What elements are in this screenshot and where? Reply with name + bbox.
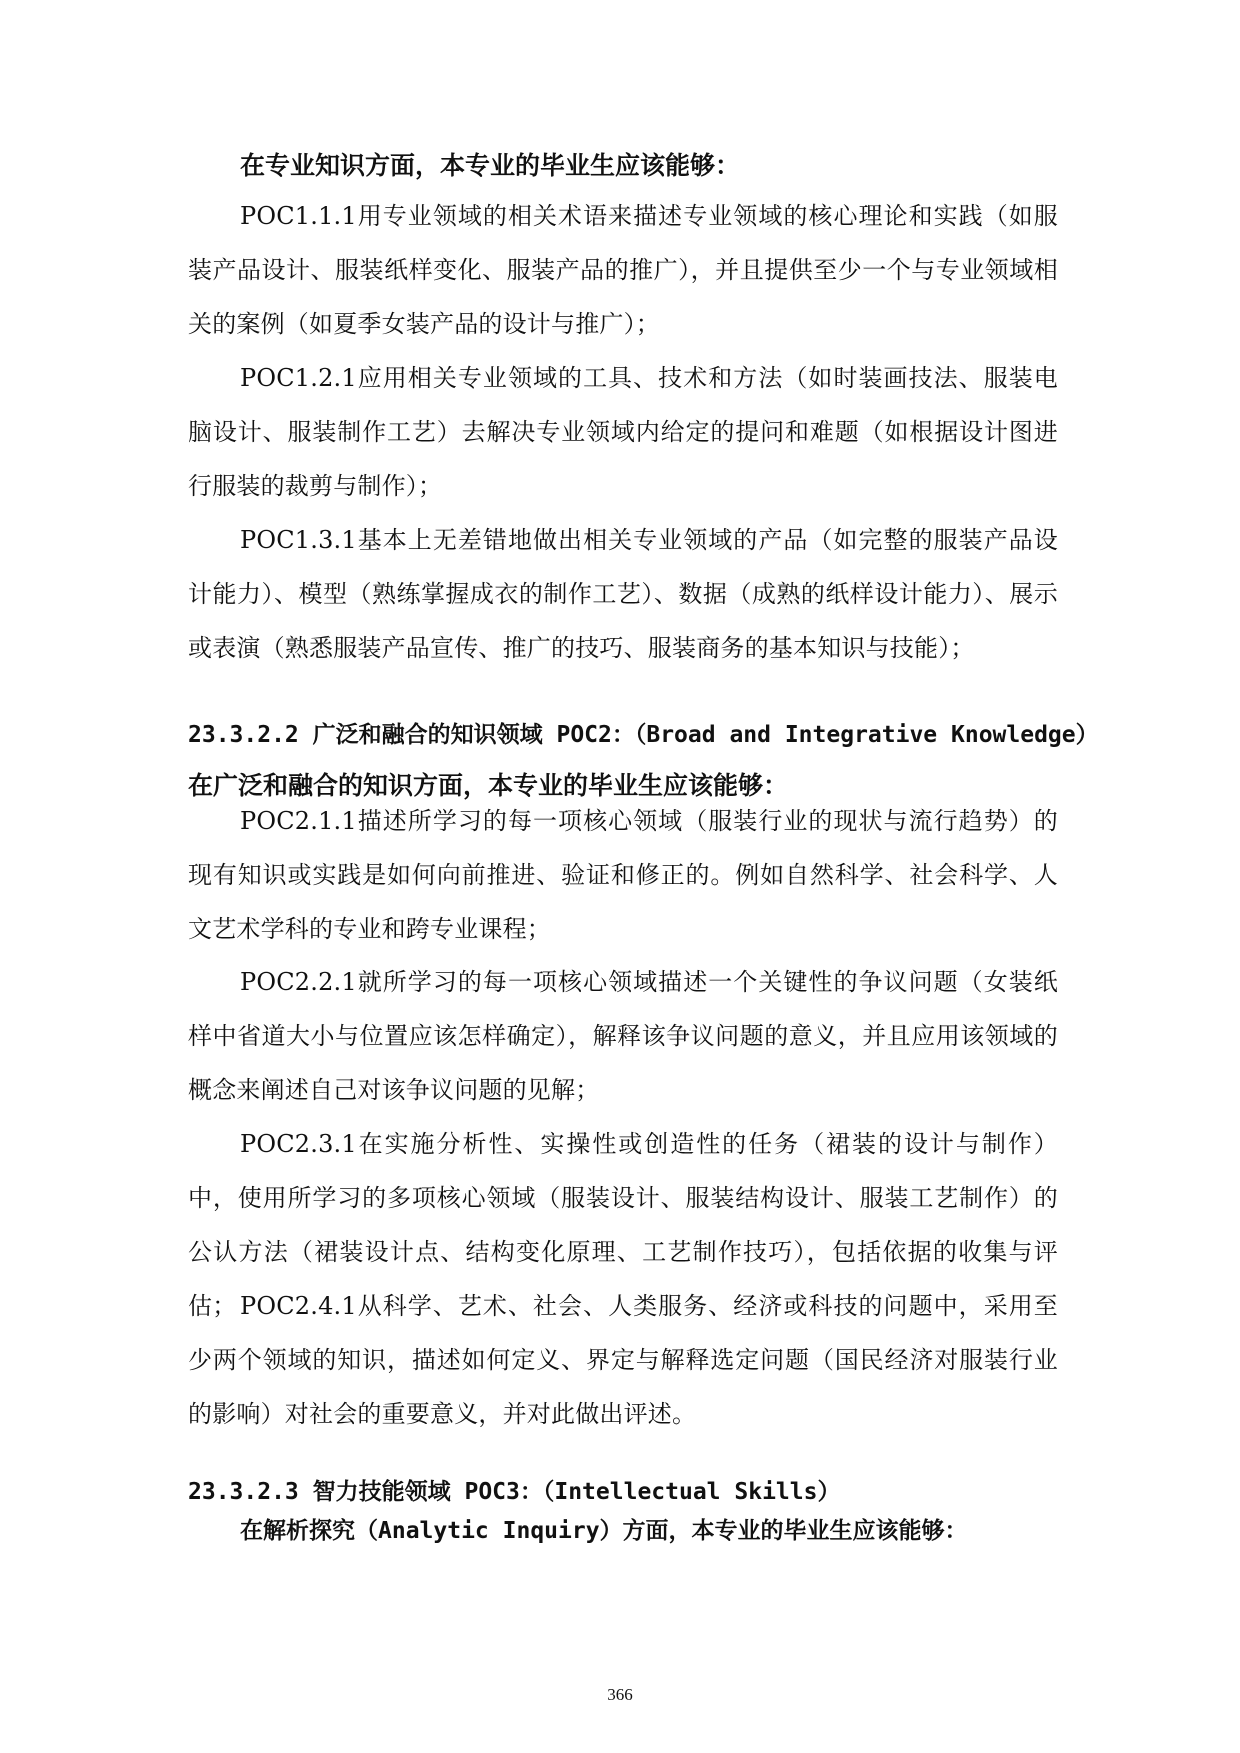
poc2-item-2-3-1: POC2.3.1在实施分析性、实操性或创造性的任务（裙装的设计与制作）中，使用所学习的多项核心领域（服装设计、服装结构设计、服装工艺制作）的公认方法（裙装设计点、结构变化原理、工艺制作技巧），包括依据的收集与评估；	[188, 1130, 1058, 1320]
poc2-item-2-2-1: POC2.2.1就所学习的每一项核心领域描述一个关键性的争议问题（女装纸样中省道大小与位置应该怎样确定），解释该争议问题的意义，并且应用该领域的概念来阐述自己对该争议问题的见解；	[188, 968, 1058, 1104]
poc2-item-2-4-1: POC2.4.1从科学、艺术、社会、人类服务、经济或科技的问题中，采用至少两个领域的知识，描述如何定义、界定与解释选定问题（国民经济对服装行业的影响）对社会的重要意义，并对此做出评述。	[188, 1292, 1058, 1428]
poc1-item-1-2-1: POC1.2.1应用相关专业领域的工具、技术和方法（如时装画技法、服装电脑设计、服装制作工艺）去解决专业领域内给定的提问和难题（如根据设计图进行服装的裁剪与制作）；	[188, 364, 1058, 500]
poc2-item-2-1-1: POC2.1.1描述所学习的每一项核心领域（服装行业的现状与流行趋势）的现有知识或实践是如何向前推进、验证和修正的。例如自然科学、社会科学、人文艺术学科的专业和跨专业课程；	[188, 807, 1058, 943]
poc3-heading: 23.3.2.3 智力技能领域 POC3：（Intellectual Skills）	[188, 1479, 841, 1505]
page-number: 366	[607, 1685, 633, 1704]
poc2-intro: 在广泛和融合的知识方面，本专业的毕业生应该能够：	[188, 771, 789, 800]
poc2-heading: 23.3.2.2 广泛和融合的知识领域 POC2：（Broad and Integrative Knowledge）	[188, 722, 1099, 748]
poc3-intro: 在解析探究（Analytic Inquiry）方面，本专业的毕业生应该能够：	[240, 1518, 968, 1544]
poc1-item-1-1-1: POC1.1.1用专业领域的相关术语来描述专业领域的核心理论和实践（如服装产品设计、服装纸样变化、服装产品的推广），并且提供至少一个与专业领域相关的案例（如夏季女装产品的设计与推广）；	[188, 202, 1058, 338]
poc1-item-1-3-1: POC1.3.1基本上无差错地做出相关专业领域的产品（如完整的服装产品设计能力）、模型（熟练掌握成衣的制作工艺）、数据（成熟的纸样设计能力）、展示或表演（熟悉服装产品宣传、推广的技巧、服装商务的基本知识与技能）；	[188, 526, 1058, 662]
poc1-intro: 在专业知识方面，本专业的毕业生应该能够：	[240, 151, 741, 180]
